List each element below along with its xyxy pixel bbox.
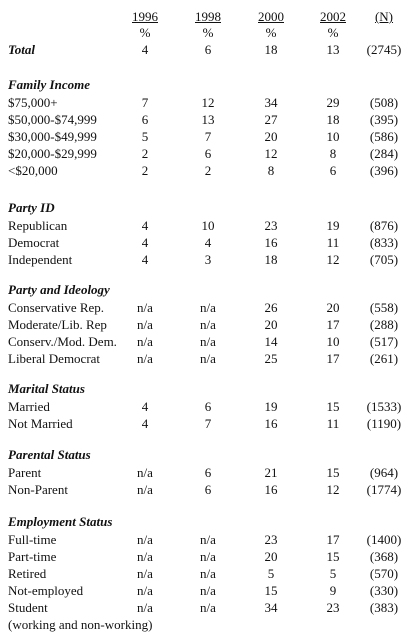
cell-2000: 18 (264, 252, 278, 267)
cell-n: (705) (369, 252, 399, 267)
total-2000: 18 (264, 42, 278, 57)
cell-n: (964) (369, 465, 399, 480)
cell-2000: 20 (264, 129, 278, 144)
section-title-label: Party and Ideology (8, 282, 110, 297)
row-label: Full-time (8, 532, 57, 547)
cell-1996: n/a (137, 465, 153, 480)
cell-1998: n/a (200, 317, 216, 332)
cell-2002: 9 (329, 583, 337, 598)
cell-2000: 16 (264, 482, 278, 497)
cell-1998: 6 (204, 146, 212, 161)
cell-2000: 5 (267, 566, 275, 581)
table-row (0, 316, 416, 333)
table-row (0, 415, 416, 432)
row-label: Independent (8, 252, 73, 267)
row-label: Conservative Rep. (8, 300, 105, 315)
cell-2002: 17 (326, 532, 340, 547)
section-title-marital-status (0, 380, 416, 397)
table-row (0, 548, 416, 565)
cell-n: (517) (369, 334, 399, 349)
cell-1996: 4 (141, 235, 149, 250)
cell-n: (876) (369, 218, 399, 233)
total-1996: 4 (141, 42, 149, 57)
cell-2002: 6 (329, 163, 337, 178)
cell-2000: 8 (267, 163, 275, 178)
section-title-party-and-ideology (0, 281, 416, 298)
cell-2000: 23 (264, 532, 278, 547)
cell-n: (558) (369, 300, 399, 315)
row-label: Part-time (8, 549, 57, 564)
year-2002-header: 2002 (320, 9, 346, 24)
cell-1996: 7 (141, 95, 149, 110)
cell-2000: 27 (264, 112, 278, 127)
row-label: Conserv./Mod. Dem. (8, 334, 117, 349)
cell-2002: 10 (326, 334, 340, 349)
unit-1996: % (139, 25, 151, 40)
row-label: Democrat (8, 235, 60, 250)
section-title-label: Marital Status (8, 381, 85, 396)
table-row (0, 217, 416, 234)
total-1998: 6 (204, 42, 212, 57)
cell-2002: 5 (329, 566, 337, 581)
section-title-family-income (0, 76, 416, 93)
cell-2000: 20 (264, 549, 278, 564)
cell-2002: 11 (326, 235, 340, 250)
cell-1998: n/a (200, 566, 216, 581)
cell-2000: 34 (264, 95, 278, 110)
cell-1996: n/a (137, 351, 153, 366)
cell-2002: 12 (326, 252, 340, 267)
cell-2002: 17 (326, 351, 340, 366)
cell-2002: 8 (329, 146, 337, 161)
row-label: Not-employed (8, 583, 84, 598)
cell-2000: 16 (264, 416, 278, 431)
row-label: Republican (8, 218, 68, 233)
cell-2000: 26 (264, 300, 278, 315)
cell-n: (261) (369, 351, 399, 366)
cell-n: (508) (369, 95, 399, 110)
cell-2002: 10 (326, 129, 340, 144)
cell-2002: 20 (326, 300, 340, 315)
cell-2000: 23 (264, 218, 278, 233)
table-row (0, 531, 416, 548)
cell-n: (395) (369, 112, 399, 127)
cell-1996: n/a (137, 334, 153, 349)
table-row (0, 299, 416, 316)
cell-1996: n/a (137, 532, 153, 547)
row-label: $75,000+ (8, 95, 58, 110)
cell-n: (284) (369, 146, 399, 161)
cell-2000: 15 (264, 583, 278, 598)
cell-2000: 20 (264, 317, 278, 332)
table-row (0, 582, 416, 599)
table-row (0, 111, 416, 128)
table-row (0, 398, 416, 415)
cell-1996: n/a (137, 482, 153, 497)
cell-1996: 2 (141, 146, 149, 161)
footnote: (working and non-working) (8, 617, 153, 632)
cell-1998: 2 (204, 163, 212, 178)
table-row (0, 162, 416, 179)
cell-n: (1400) (366, 532, 402, 547)
cell-2002: 15 (326, 465, 340, 480)
cell-1998: 10 (201, 218, 215, 233)
table-row (0, 464, 416, 481)
cell-1996: n/a (137, 600, 153, 615)
cell-1996: 4 (141, 399, 149, 414)
cell-1998: n/a (200, 300, 216, 315)
cell-2002: 15 (326, 549, 340, 564)
cell-n: (368) (369, 549, 399, 564)
cell-2002: 12 (326, 482, 340, 497)
cell-1998: 6 (204, 465, 212, 480)
cell-n: (1533) (366, 399, 402, 414)
section-title-label: Party ID (8, 200, 55, 215)
cell-1998: 3 (204, 252, 212, 267)
cell-1996: 5 (141, 129, 149, 144)
cell-2000: 25 (264, 351, 278, 366)
row-label: Liberal Democrat (8, 351, 101, 366)
cell-n: (288) (369, 317, 399, 332)
cell-n: (330) (369, 583, 399, 598)
n-header: (N) (374, 9, 394, 24)
header-years-row (0, 8, 416, 25)
cell-2000: 21 (264, 465, 278, 480)
row-label: Married (8, 399, 50, 414)
cell-2002: 15 (326, 399, 340, 414)
header-unit-row (0, 24, 416, 41)
total-2002: 13 (326, 42, 340, 57)
row-label: Not Married (8, 416, 73, 431)
row-label: Parent (8, 465, 42, 480)
cell-n: (833) (369, 235, 399, 250)
table-row (0, 333, 416, 350)
section-title-label: Employment Status (8, 514, 113, 529)
total-n: (2745) (366, 42, 402, 57)
cell-n: (383) (369, 600, 399, 615)
cell-1998: n/a (200, 583, 216, 598)
cell-1998: n/a (200, 549, 216, 564)
cell-2000: 34 (264, 600, 278, 615)
unit-1998: % (202, 25, 214, 40)
cell-n: (586) (369, 129, 399, 144)
cell-2002: 11 (326, 416, 340, 431)
row-label: Retired (8, 566, 47, 581)
cell-2000: 12 (264, 146, 278, 161)
cell-1996: 6 (141, 112, 149, 127)
table-row (0, 234, 416, 251)
year-1998-header: 1998 (195, 9, 221, 24)
table-row (0, 94, 416, 111)
row-label: Non-Parent (8, 482, 68, 497)
cell-1998: 6 (204, 482, 212, 497)
table-row (0, 481, 416, 498)
cell-1998: n/a (200, 532, 216, 547)
cell-n: (570) (369, 566, 399, 581)
cell-1996: 4 (141, 252, 149, 267)
unit-2000: % (265, 25, 277, 40)
row-label: $20,000-$29,999 (8, 146, 97, 161)
year-2000-header: 2000 (258, 9, 284, 24)
cell-1996: n/a (137, 566, 153, 581)
table-row (0, 350, 416, 367)
cell-2002: 19 (326, 218, 340, 233)
cell-2002: 18 (326, 112, 340, 127)
row-label: $30,000-$49,999 (8, 129, 97, 144)
cell-n: (1774) (366, 482, 402, 497)
table-row (0, 128, 416, 145)
cell-1996: 4 (141, 416, 149, 431)
section-title-party-id (0, 199, 416, 216)
cell-1996: n/a (137, 300, 153, 315)
section-title-parental-status (0, 446, 416, 463)
total-label: Total (8, 42, 35, 57)
row-label: $50,000-$74,999 (8, 112, 97, 127)
cell-1996: 2 (141, 163, 149, 178)
cell-1998: n/a (200, 351, 216, 366)
cell-1998: 12 (201, 95, 215, 110)
cell-1996: n/a (137, 317, 153, 332)
cell-1996: n/a (137, 549, 153, 564)
section-title-label: Parental Status (8, 447, 91, 462)
cell-1996: 4 (141, 218, 149, 233)
row-label: Moderate/Lib. Rep (8, 317, 107, 332)
cell-1996: n/a (137, 583, 153, 598)
year-1996-header: 1996 (132, 9, 158, 24)
table-row (0, 565, 416, 582)
cell-2000: 19 (264, 399, 278, 414)
cell-1998: 7 (204, 129, 212, 144)
section-title-employment-status (0, 513, 416, 530)
table-row (0, 145, 416, 162)
cell-1998: 4 (204, 235, 212, 250)
cell-1998: 7 (204, 416, 212, 431)
cell-1998: n/a (200, 334, 216, 349)
row-label: <$20,000 (8, 163, 58, 178)
unit-2002: % (327, 25, 339, 40)
table-row (0, 599, 416, 616)
cell-2000: 16 (264, 235, 278, 250)
cell-n: (1190) (366, 416, 402, 431)
cell-1998: 13 (201, 112, 215, 127)
row-label: Student (8, 600, 48, 615)
cell-1998: n/a (200, 600, 216, 615)
cell-2000: 14 (264, 334, 278, 349)
table-row (0, 251, 416, 268)
cell-1998: 6 (204, 399, 212, 414)
cell-2002: 17 (326, 317, 340, 332)
cell-2002: 23 (326, 600, 340, 615)
cell-2002: 29 (326, 95, 340, 110)
cell-n: (396) (369, 163, 399, 178)
total-row (0, 41, 416, 58)
section-title-label: Family Income (8, 77, 90, 92)
